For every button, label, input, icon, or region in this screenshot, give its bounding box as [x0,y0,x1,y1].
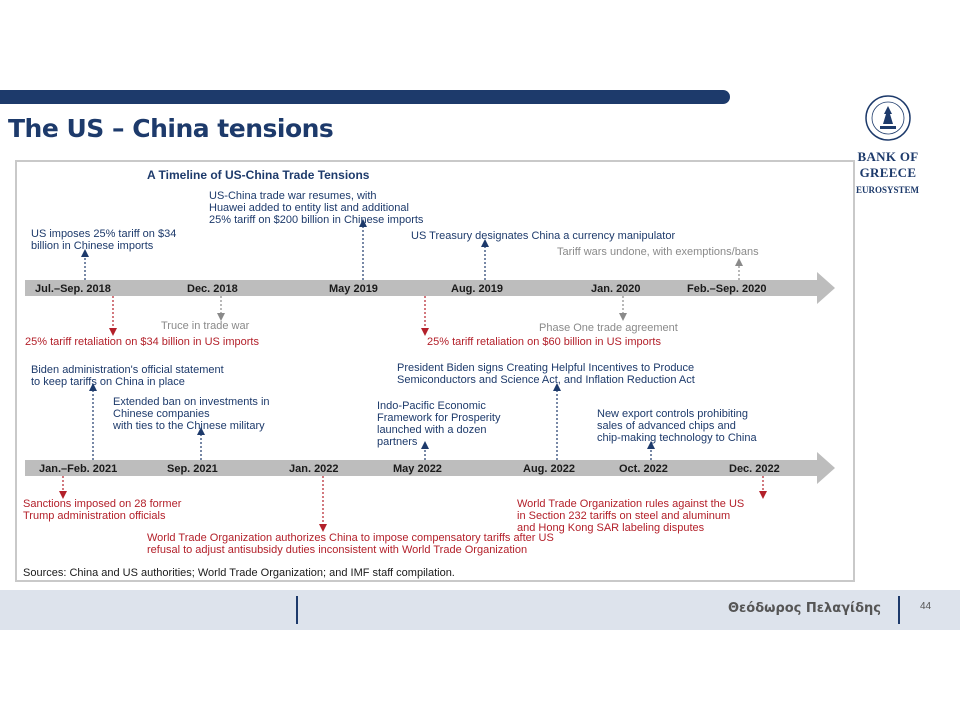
arrowhead [759,491,767,499]
bank-name: BANK OF GREECE [857,149,919,180]
arrowhead [735,258,743,266]
event-label: World Trade Organization rules against the US in Section 232 tariffs on steel and aluminum and Hong Kong SAR labeling disputes [517,498,745,534]
event-label: President Biden signs Creating Helpful Incentives to Produce Semiconductors and Science Act, and Inflation Reduction Act [397,362,695,386]
event-label: 25% tariff retaliation on $60 billion in US imports [427,336,661,348]
timeline-figure [15,160,855,582]
header-bar [0,90,730,104]
arrowhead [109,328,117,336]
figure-title: A Timeline of US-China Trade Tensions [147,168,370,182]
bank-seal-icon [864,94,912,142]
author-name: Θεόδωρος Πελαγίδης [728,601,882,616]
event-label: 25% tariff retaliation on $34 billion in US imports [25,336,259,348]
date-label: May 2022 [393,463,442,475]
date-label: May 2019 [329,283,378,295]
date-label: Oct. 2022 [619,463,668,475]
event-label: US-China trade war resumes, with Huawei added to entity list and additional 25% tariff on $200 billion in Chinese imports [209,190,424,226]
eurosystem-label: EUROSYSTEM [856,185,920,195]
event-label: Biden administration's official statement to keep tariffs on China in place [31,364,224,388]
event-label: US imposes 25% tariff on $34 billion in Chinese imports [31,228,177,252]
date-label: Sep. 2021 [167,463,218,475]
event-label: World Trade Organization authorizes China to impose compensatory tariffs after US refusal to adjust antisubsidy duties inconsistent with World Trade Organization [147,532,554,556]
footer-divider [296,596,298,624]
date-label: Jul.–Sep. 2018 [35,283,111,295]
arrowhead [421,328,429,336]
date-label: Jan.–Feb. 2021 [39,463,118,475]
event-label: New export controls prohibiting sales of advanced chips and chip-making technology to China [597,408,757,444]
event-label: Sanctions imposed on 28 former Trump administration officials [23,498,182,522]
date-label: Dec. 2022 [729,463,780,475]
date-label: Jan. 2020 [591,283,641,295]
date-label: Jan. 2022 [289,463,339,475]
date-label: Aug. 2019 [451,283,503,295]
slide-title: The US – China tensions [8,114,334,143]
event-label: Truce in trade war [161,320,250,332]
page-number: 44 [920,601,932,612]
event-label: US Treasury designates China a currency manipulator [411,230,676,242]
event-label: Indo-Pacific Economic Framework for Prosperity launched with a dozen partners [377,400,501,448]
date-label: Dec. 2018 [187,283,238,295]
event-label: Extended ban on investments in Chinese companies with ties to the Chinese military [113,396,270,432]
event-label: Tariff wars undone, with exemptions/bans [557,246,759,258]
arrowhead [319,524,327,532]
footer-divider [898,596,900,624]
date-label: Feb.–Sep. 2020 [687,283,767,295]
event-label: Phase One trade agreement [539,322,678,334]
date-label: Aug. 2022 [523,463,575,475]
arrowhead [619,313,627,321]
figure-sources: Sources: China and US authorities; World Trade Organization; and IMF staff compilation. [23,567,455,579]
